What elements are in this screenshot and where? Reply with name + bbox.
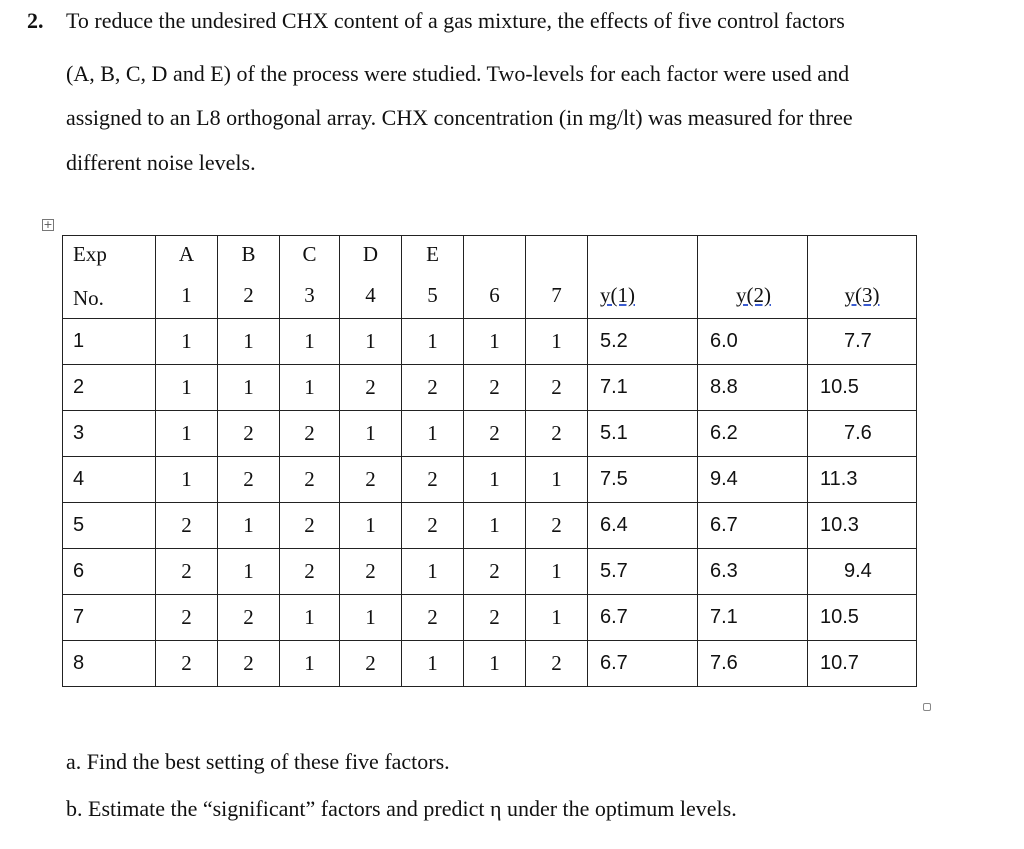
response-y3-cell: 10.3 [808, 503, 917, 549]
factor-level-cell: 1 [280, 319, 340, 365]
table-column-number-row [63, 273, 917, 319]
factor-level-cell: 2 [402, 595, 464, 641]
factor-level-cell: 2 [280, 411, 340, 457]
response-y2-cell: 9.4 [698, 457, 808, 503]
factor-level-cell: 1 [402, 411, 464, 457]
factor-level-cell: 1 [156, 365, 218, 411]
factor-level-cell: 2 [402, 503, 464, 549]
col-number-5: 5 [402, 273, 464, 319]
factor-level-cell: 2 [156, 641, 218, 687]
factor-level-cell: 2 [280, 457, 340, 503]
table-header-row [63, 236, 917, 274]
factor-level-cell: 1 [218, 319, 280, 365]
factor-level-cell: 1 [464, 503, 526, 549]
response-y2-cell: 8.8 [698, 365, 808, 411]
table-row [63, 457, 917, 503]
factor-level-cell: 2 [526, 641, 588, 687]
task-a: a. Find the best setting of these five factors. [66, 749, 450, 774]
exp-number-cell: 4 [63, 457, 156, 503]
factor-level-cell: 1 [526, 549, 588, 595]
question-number: 2. [27, 8, 44, 33]
factor-level-cell: 2 [156, 549, 218, 595]
factor-level-cell: 2 [526, 411, 588, 457]
factor-level-cell: 2 [156, 595, 218, 641]
exp-number-cell: 3 [63, 411, 156, 457]
response-y2-cell: 6.0 [698, 319, 808, 365]
l8-orthogonal-array-table [62, 235, 917, 687]
factor-level-cell: 2 [218, 641, 280, 687]
factor-level-cell: 2 [526, 365, 588, 411]
col-header-y1 [588, 273, 698, 319]
header-blank-y2 [698, 236, 808, 274]
table-row [63, 595, 917, 641]
factor-level-cell: 2 [340, 365, 402, 411]
col-number-6: 6 [464, 273, 526, 319]
factor-level-cell: 2 [340, 457, 402, 503]
exp-number-cell: 1 [63, 319, 156, 365]
response-y3-cell: 9.4 [808, 549, 917, 595]
header-factor-d: D [340, 236, 402, 274]
col-number-2: 2 [218, 273, 280, 319]
factor-level-cell: 1 [280, 595, 340, 641]
response-y3-cell: 10.5 [808, 595, 917, 641]
y1-label: y(1) [600, 283, 635, 307]
factor-level-cell: 1 [526, 595, 588, 641]
factor-level-cell: 2 [218, 595, 280, 641]
factor-level-cell: 2 [464, 411, 526, 457]
factor-level-cell: 1 [280, 365, 340, 411]
table-move-handle-icon[interactable]: + [43, 218, 53, 231]
factor-level-cell: 2 [340, 641, 402, 687]
factor-level-cell: 2 [340, 549, 402, 595]
exp-number-cell: 6 [63, 549, 156, 595]
response-y1-cell: 6.7 [588, 595, 698, 641]
response-y2-cell: 7.1 [698, 595, 808, 641]
table-row [63, 411, 917, 457]
factor-level-cell: 2 [402, 457, 464, 503]
table-row [63, 365, 917, 411]
col-header-y3 [808, 273, 917, 319]
response-y3-cell: 7.6 [808, 411, 917, 457]
factor-level-cell: 2 [156, 503, 218, 549]
header-blank-y3 [808, 236, 917, 274]
factor-level-cell: 1 [280, 641, 340, 687]
response-y3-cell: 10.5 [808, 365, 917, 411]
response-y2-cell: 6.2 [698, 411, 808, 457]
header-factor-e: E [402, 236, 464, 274]
table-row [63, 549, 917, 595]
table-row [63, 503, 917, 549]
header-factor-b: B [218, 236, 280, 274]
y3-label: y(3) [844, 283, 880, 307]
factor-level-cell: 1 [526, 319, 588, 365]
problem-line-4: different noise levels. [66, 150, 256, 175]
response-y3-cell: 7.7 [808, 319, 917, 365]
header-blank-7 [526, 236, 588, 274]
factor-level-cell: 2 [280, 503, 340, 549]
header-blank-y1 [588, 236, 698, 274]
factor-level-cell: 1 [218, 365, 280, 411]
header-blank-6 [464, 236, 526, 274]
response-y1-cell: 7.5 [588, 457, 698, 503]
response-y1-cell: 7.1 [588, 365, 698, 411]
table-row [63, 641, 917, 687]
header-factor-a: A [156, 236, 218, 274]
table-resize-handle[interactable] [923, 703, 931, 711]
factor-level-cell: 2 [280, 549, 340, 595]
y2-label: y(2) [736, 283, 771, 307]
problem-line-3: assigned to an L8 orthogonal array. CHX concentration (in mg/lt) was measured for three [66, 105, 853, 130]
factor-level-cell: 2 [464, 549, 526, 595]
factor-level-cell: 1 [156, 457, 218, 503]
factor-level-cell: 1 [402, 549, 464, 595]
problem-line-2: (A, B, C, D and E) of the process were studied. Two-levels for each factor were used and [66, 61, 850, 86]
factor-level-cell: 2 [464, 595, 526, 641]
response-y2-cell: 7.6 [698, 641, 808, 687]
col-number-4: 4 [340, 273, 402, 319]
response-y3-cell: 10.7 [808, 641, 917, 687]
factor-level-cell: 1 [464, 457, 526, 503]
header-exp-label: Exp [73, 242, 107, 266]
factor-level-cell: 2 [218, 411, 280, 457]
factor-level-cell: 1 [402, 641, 464, 687]
exp-number-cell: 2 [63, 365, 156, 411]
col-number-7: 7 [526, 273, 588, 319]
header-exp-no [63, 236, 156, 319]
factor-level-cell: 1 [402, 319, 464, 365]
factor-level-cell: 1 [526, 457, 588, 503]
factor-level-cell: 1 [340, 411, 402, 457]
response-y2-cell: 6.7 [698, 503, 808, 549]
exp-number-cell: 5 [63, 503, 156, 549]
problem-line-1: To reduce the undesired CHX content of a gas mixture, the effects of five control factors [66, 8, 845, 33]
table-row [63, 319, 917, 365]
task-b: b. Estimate the “significant” factors and predict η under the optimum levels. [66, 796, 737, 821]
factor-level-cell: 2 [218, 457, 280, 503]
factor-level-cell: 1 [340, 503, 402, 549]
factor-level-cell: 1 [340, 319, 402, 365]
factor-level-cell: 1 [156, 319, 218, 365]
col-header-y2 [698, 273, 808, 319]
header-no-label: No. [73, 286, 104, 310]
header-factor-c: C [280, 236, 340, 274]
response-y1-cell: 6.7 [588, 641, 698, 687]
response-y2-cell: 6.3 [698, 549, 808, 595]
factor-level-cell: 2 [526, 503, 588, 549]
factor-level-cell: 1 [340, 595, 402, 641]
factor-level-cell: 1 [218, 503, 280, 549]
factor-level-cell: 1 [464, 641, 526, 687]
col-number-3: 3 [280, 273, 340, 319]
factor-level-cell: 1 [218, 549, 280, 595]
response-y1-cell: 5.7 [588, 549, 698, 595]
factor-level-cell: 2 [402, 365, 464, 411]
response-y1-cell: 5.2 [588, 319, 698, 365]
factor-level-cell: 1 [464, 319, 526, 365]
exp-number-cell: 8 [63, 641, 156, 687]
response-y3-cell: 11.3 [808, 457, 917, 503]
response-y1-cell: 5.1 [588, 411, 698, 457]
factor-level-cell: 1 [156, 411, 218, 457]
response-y1-cell: 6.4 [588, 503, 698, 549]
factor-level-cell: 2 [464, 365, 526, 411]
col-number-1: 1 [156, 273, 218, 319]
exp-number-cell: 7 [63, 595, 156, 641]
